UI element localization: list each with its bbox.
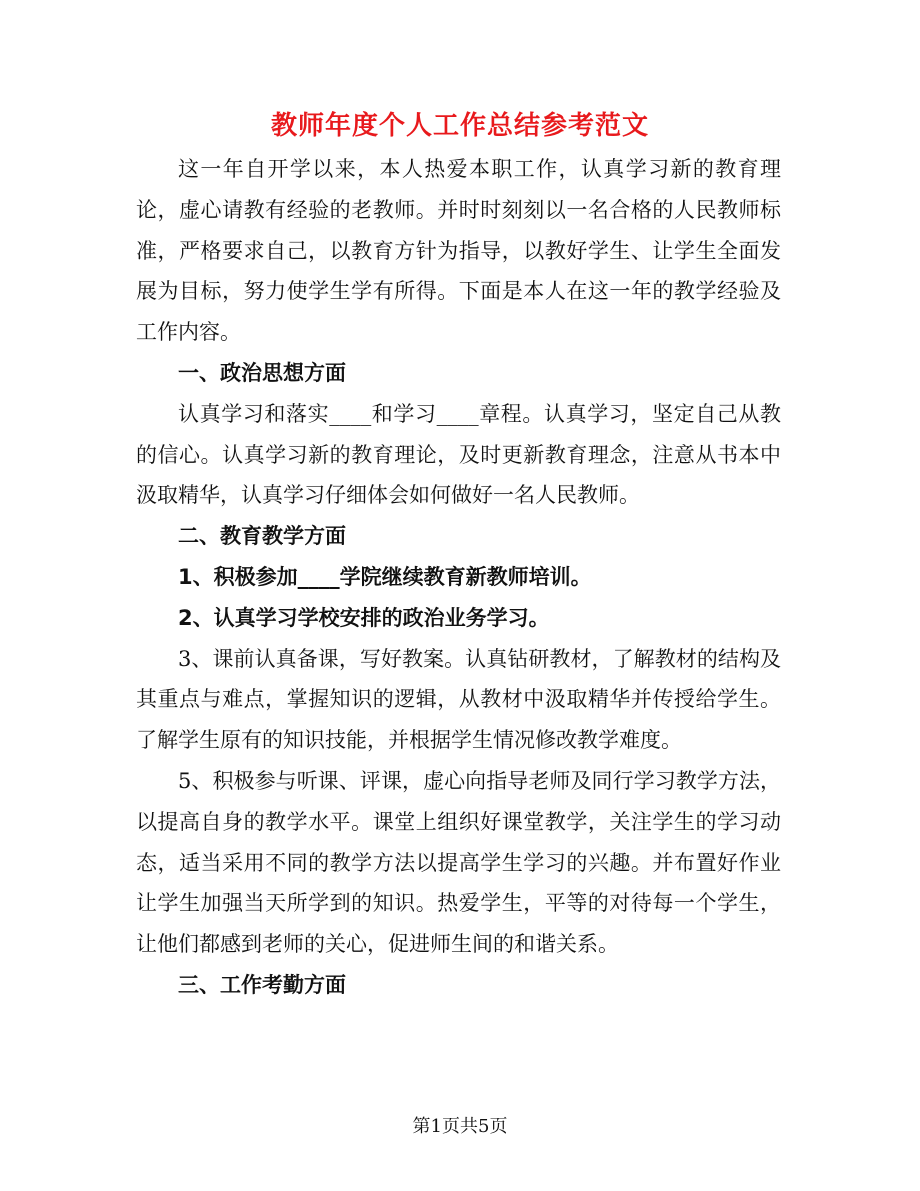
teaching-item-5: 5、积极参与听课、评课，虚心向指导老师及同行学习教学方法，以提高自身的教学水平。课堂上组织好课堂教学，关注学生的学习动态，适当采用不同的教学方法以提高学生学习的兴趣。并布置好作业让学生加强当天所学到的知识。热爱学生，平等的对待每一个学生，让他们都感到老师的关心，促进师生间的和谐关系。 <box>136 768 781 957</box>
section-heading-teaching: 二、教育教学方面 <box>178 524 346 549</box>
teaching-item-2: 2、认真学习学校安排的政治业务学习。 <box>178 605 550 630</box>
document-title: 教师年度个人工作总结参考范文 <box>270 111 649 141</box>
document-body <box>136 149 781 1006</box>
section-heading-politics: 一、政治思想方面 <box>178 360 346 385</box>
politics-paragraph: 认真学习和落实____和学习____章程。认真学习，坚定自己从教的信心。认真学习新的教育理论，及时更新教育理念，注意从书本中汲取精华，认真学习仔细体会如何做好一名人民教师。 <box>136 401 781 508</box>
section-heading-attendance: 三、工作考勤方面 <box>178 972 346 997</box>
teaching-item-1: 1、积极参加____学院继续教育新教师培训。 <box>178 564 592 589</box>
page-number: 第1页共5页 <box>412 1116 508 1137</box>
teaching-item-3: 3、课前认真备课，写好教案。认真钻研教材，了解教材的结构及其重点与难点，掌握知识的逻辑，从教材中汲取精华并传授给学生。了解学生原有的知识技能，并根据学生情况修改教学难度。 <box>136 646 781 753</box>
intro-paragraph: 这一年自开学以来，本人热爱本职工作，认真学习新的教育理论，虚心请教有经验的老教师。并时时刻刻以一名合格的人民教师标准，严格要求自己，以教育方针为指导，以教好学生、让学生全面发展为目标，努力使学生学有所得。下面是本人在这一年的教学经验及工作内容。 <box>136 157 781 345</box>
